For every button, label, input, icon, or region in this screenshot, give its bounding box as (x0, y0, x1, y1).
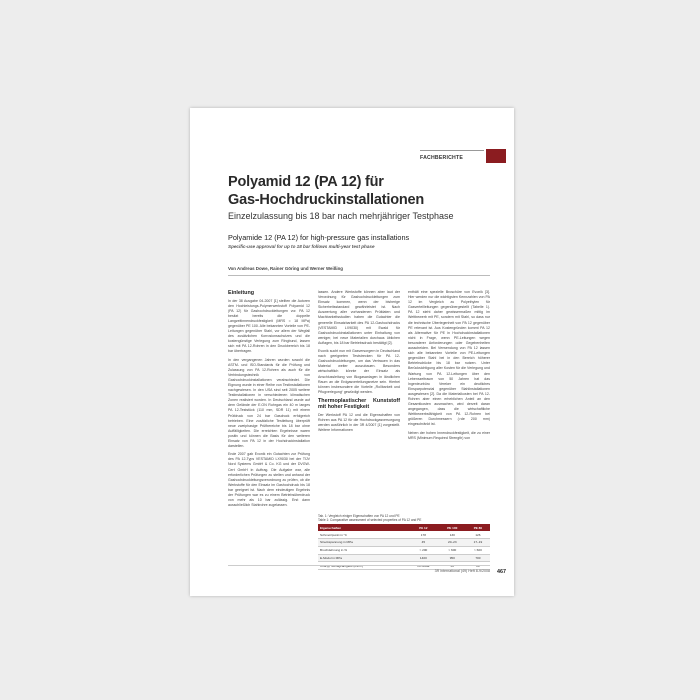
title-line-2: Gas-Hochdruckinstallationen (228, 192, 425, 208)
paragraph: Evonik sucht nun mit Gasversorgern in Deutschland nach geeigneten Teststrecken für PA 12-Gashochdruckleitungen, um das Vertrauen in das Material weiter auszubauen. Besonders wirtschaftlich könnte der Einsatz als Anschlussleitung von Biogasanlagen in ländlichen Raum an die Erdgasverteilungsnetze sein. Hierbei können insbesondere die Vorteile „Rollbarkeit und Pflugverlegung“ gewürdigt werden. (318, 349, 400, 394)
paragraph: In den vergangenen Jahren wurden sowohl die ASTM- und ISO-Standards für die Prüfung und Zulassung von PA 12-Rohren als auch für die Verbindungstechnik von Gashochdruckinstallationen verabschiedet. Die Eignung wurde in einer Reihe von Testinstallationen nachgewiesen. In den USA sind seit 2005 weitere Testinstallationen in verschiedenen klimatischen Zonen realisiert worden. In Deutschland wurde auf dem Gelände der E.ON Ruhrgas ein 40 m langes PA 12-Teststück (110 mm, SDR 11) mit einem Prüfdruck von 24 bar Gasdruck erfolgreich betrieben. Eine zusätzliche Testleitung überprüft neue zweiphasige Prüfbereiche bis 18 bar ohne Auffälligkeiten. Die erreichten Ergebnisse waren positiv und können die Basis für den weiteren Einsatz von PA 12 in der Hochdruckinstallation darstellen. (228, 357, 310, 449)
divider (228, 275, 490, 276)
english-title: Polyamide 12 (PA 12) for high-pressure gas installations (228, 233, 410, 242)
table-cell: Bruchdehnung in % (318, 546, 408, 554)
table-row (318, 554, 490, 562)
table-header: PE 100 (439, 524, 466, 531)
table-cell: 17–19 (466, 538, 490, 546)
table-row (318, 538, 490, 546)
table-cell: 126 (466, 531, 490, 538)
subtitle: Einzelzulassung bis 18 bar nach mehrjähriger Testphase (228, 211, 454, 221)
properties-table-block (318, 514, 490, 570)
table-cell: 30 (439, 562, 466, 570)
section-heading-kunststoff: Thermoplastischer Kunststoff mit hoher Festigkeit (318, 397, 400, 411)
section-heading-einleitung: Einleitung (228, 290, 255, 296)
table-cell: > 600 (439, 546, 466, 554)
section-label: FACHBERICHTE (420, 150, 484, 165)
table-cell: 950 (439, 554, 466, 562)
paragraph: Der Werkstoff PA 12 und die Eigenschaften von Rohren aus PA 12 für die Hochdruckgasversorgung werden ausführlich in der 3R 4/2007 [1] vorgestellt. Weitere Informationen (318, 412, 400, 433)
paragraph: enthält eine spezielle Broschüre von Evonik [3]. Hier werden nur die wichtigsten Kennzahlen von PA 12 im Vergleich zu Polyethylen für Gasverteilleitungen gegenübergestellt (Tabelle 1). PA 12 steht daher gewissermaßen mittig im Wettbewerb mit PE, sondern mit Stahl, so dass nur die technische Überlegenheit von PA 12 gegenüber PE relevant ist. Aus Kostengründen kommt PA 12 als Alternative für PE in Hochdruckinstallationen nicht in Frage, wenn PE-Leitungen wegen besonderer Anforderungen oder Gegebenheiten ausscheiden. Bei Verwendung von PA 12 lassen sich alle bekannten Vorteile von PE-Leitungen gegenüber Stahl bei in den Bereich höherer Betriebsdrücke bis 18 bar nutzen. Unter Berücksichtigung aller Kosten für die Verlegung und Wartung von PA 12-Leitungen über den Lebenszeitraum von 50 Jahren hat das Ingenieurbüro Vereker ein deutliches Einsparpotenzial gegenüber Stahlinstallationen ausgewiesen [2]. Da die Materialkosten bei PA 12-Rohren aber einen erheblichen Anteil an den Gesamtkosten ausmachen, wird derzeit daran angegangen, dass die wirtschaftliche Wettbewerbsfähigkeit von PA 12-Rohren bei größeren Durchmessern (>de 200 mm) eingeschränkt ist. (408, 290, 490, 427)
table-cell: 700 (466, 554, 490, 562)
table-caption-de: Tab. 1: Vergleich einiger Eigenschaften von PA 12 und PE (318, 514, 400, 518)
table-header: PA 12 (408, 524, 439, 531)
paragraph: Ende 2007 gab Evonik ein Gutachten zur Prüfung des PA 12-Typs VESTAMID LX9030 bei der TÜV Nord Systems GmbH & Co. KG und der DVGW-Cert GmbH in Auftrag. Die Aufgabe war, alle erforderlichen Prüfungen zu stellen und anhand der Gashochdruckleitungsverordnung zu prüfen, ob die Werkstoffe für den Einsatz im Gashochdruck bis 18 bar geeignet ist. Nach dem eindeutigen Ergebnis der Prüfungen war es zu einem Betriebsüberdruck von mehr als 10 bar zulässig. Erst dann ausschließlich Stahlrohre zugelassen. (228, 452, 310, 508)
properties-table (318, 524, 490, 570)
footer-divider (228, 565, 490, 566)
column-1 (228, 290, 310, 511)
paragraph: Neben der hohen Innendruckfestigkeit, die zu einer MRS (Minimum Required Strength) von (408, 430, 490, 440)
table-cell: > 200 (408, 546, 439, 554)
authors: Von Andreas Dowe, Rainer Göring und Werner Weißing (228, 266, 343, 271)
table-cell: Schmelzpunkt in °C (318, 531, 408, 538)
table-cell: Streckspannung in MPa (318, 538, 408, 546)
table-cell: 20–23 (439, 538, 466, 546)
table-caption-en: Table 1: Comparative assessment of selected properties of PA 12 and PE (318, 518, 422, 523)
column-2 (318, 290, 400, 436)
table-cell: 20 (466, 562, 490, 570)
paragraph: In der 38 Ausgabe 04-2007 [1] stellten die Autoren den Hochleistungs-Polymerwerkstoff Polyamid 12 (PA 12) für Gashochdruckleitungen vor. PA 12 besitzt bereits die doppelte Langzeitinnendruckfestigkeit (MRS = 18 MPa) gegenüber PE 100. Alle bekannten Vorteile von PE-Leitungen gegenüber Stahl, vor allem der Wegfall des zusätzlichen Korrosionsschutzes und die kostengünstige Verlegung zum Ringbund, lassen sich mit PA 12-Rohren in den Druckbereich bis 18 bar übertragen. (228, 298, 310, 354)
section-accent-block (486, 149, 506, 163)
table-cell: > 600 (466, 546, 490, 554)
table-header: Eigenschaften (318, 524, 408, 531)
english-subtitle: Specific-use approval for up to 18 bar follows multi-year test phase (228, 244, 375, 249)
table-cell: 1400 (408, 554, 439, 562)
table-header: PE 80 (466, 524, 490, 531)
table-row (318, 531, 490, 538)
document-page (190, 108, 514, 596)
table-cell: 130 (439, 531, 466, 538)
table-cell: E-Modul in MPa (318, 554, 408, 562)
table-row (318, 546, 490, 554)
journal-reference: 3R international (49) Heft 8-9/2008 (434, 569, 490, 573)
paragraph: lassen. Andere Werkstoffe können aber laut der Verordnung für Gashochdruckleitungen zum Einsatz kommen, wenn der bisherige Sicherheitsstandard gewährleistet ist. Nach Auswertung aller vorhandenen Prüfdaten und Machbarkeitsstudien haben die Gutachter die generelle Einsatzbarkeit des PA 12-Gashochdrucks (VESTAMID LX9030) mit Ewald für Gashochdruckinstallationen unter Einhaltung von weniger, bei neue Materialien durchaus üblichen Auflagen, bis 18 bar Betriebsdruck bestätigt [2]. (318, 290, 400, 345)
table-cell: 45 (408, 538, 439, 546)
table-cell: 178 (408, 531, 439, 538)
title-line-1: Polyamid 12 (PA 12) für (228, 174, 384, 190)
table-cell: Charpy Schlagzähigkeit (kJ/m²) (318, 562, 408, 570)
table-cell: no break (408, 562, 439, 570)
table-header-row (318, 524, 490, 531)
column-3 (408, 290, 490, 444)
page-number: 467 (497, 569, 506, 575)
